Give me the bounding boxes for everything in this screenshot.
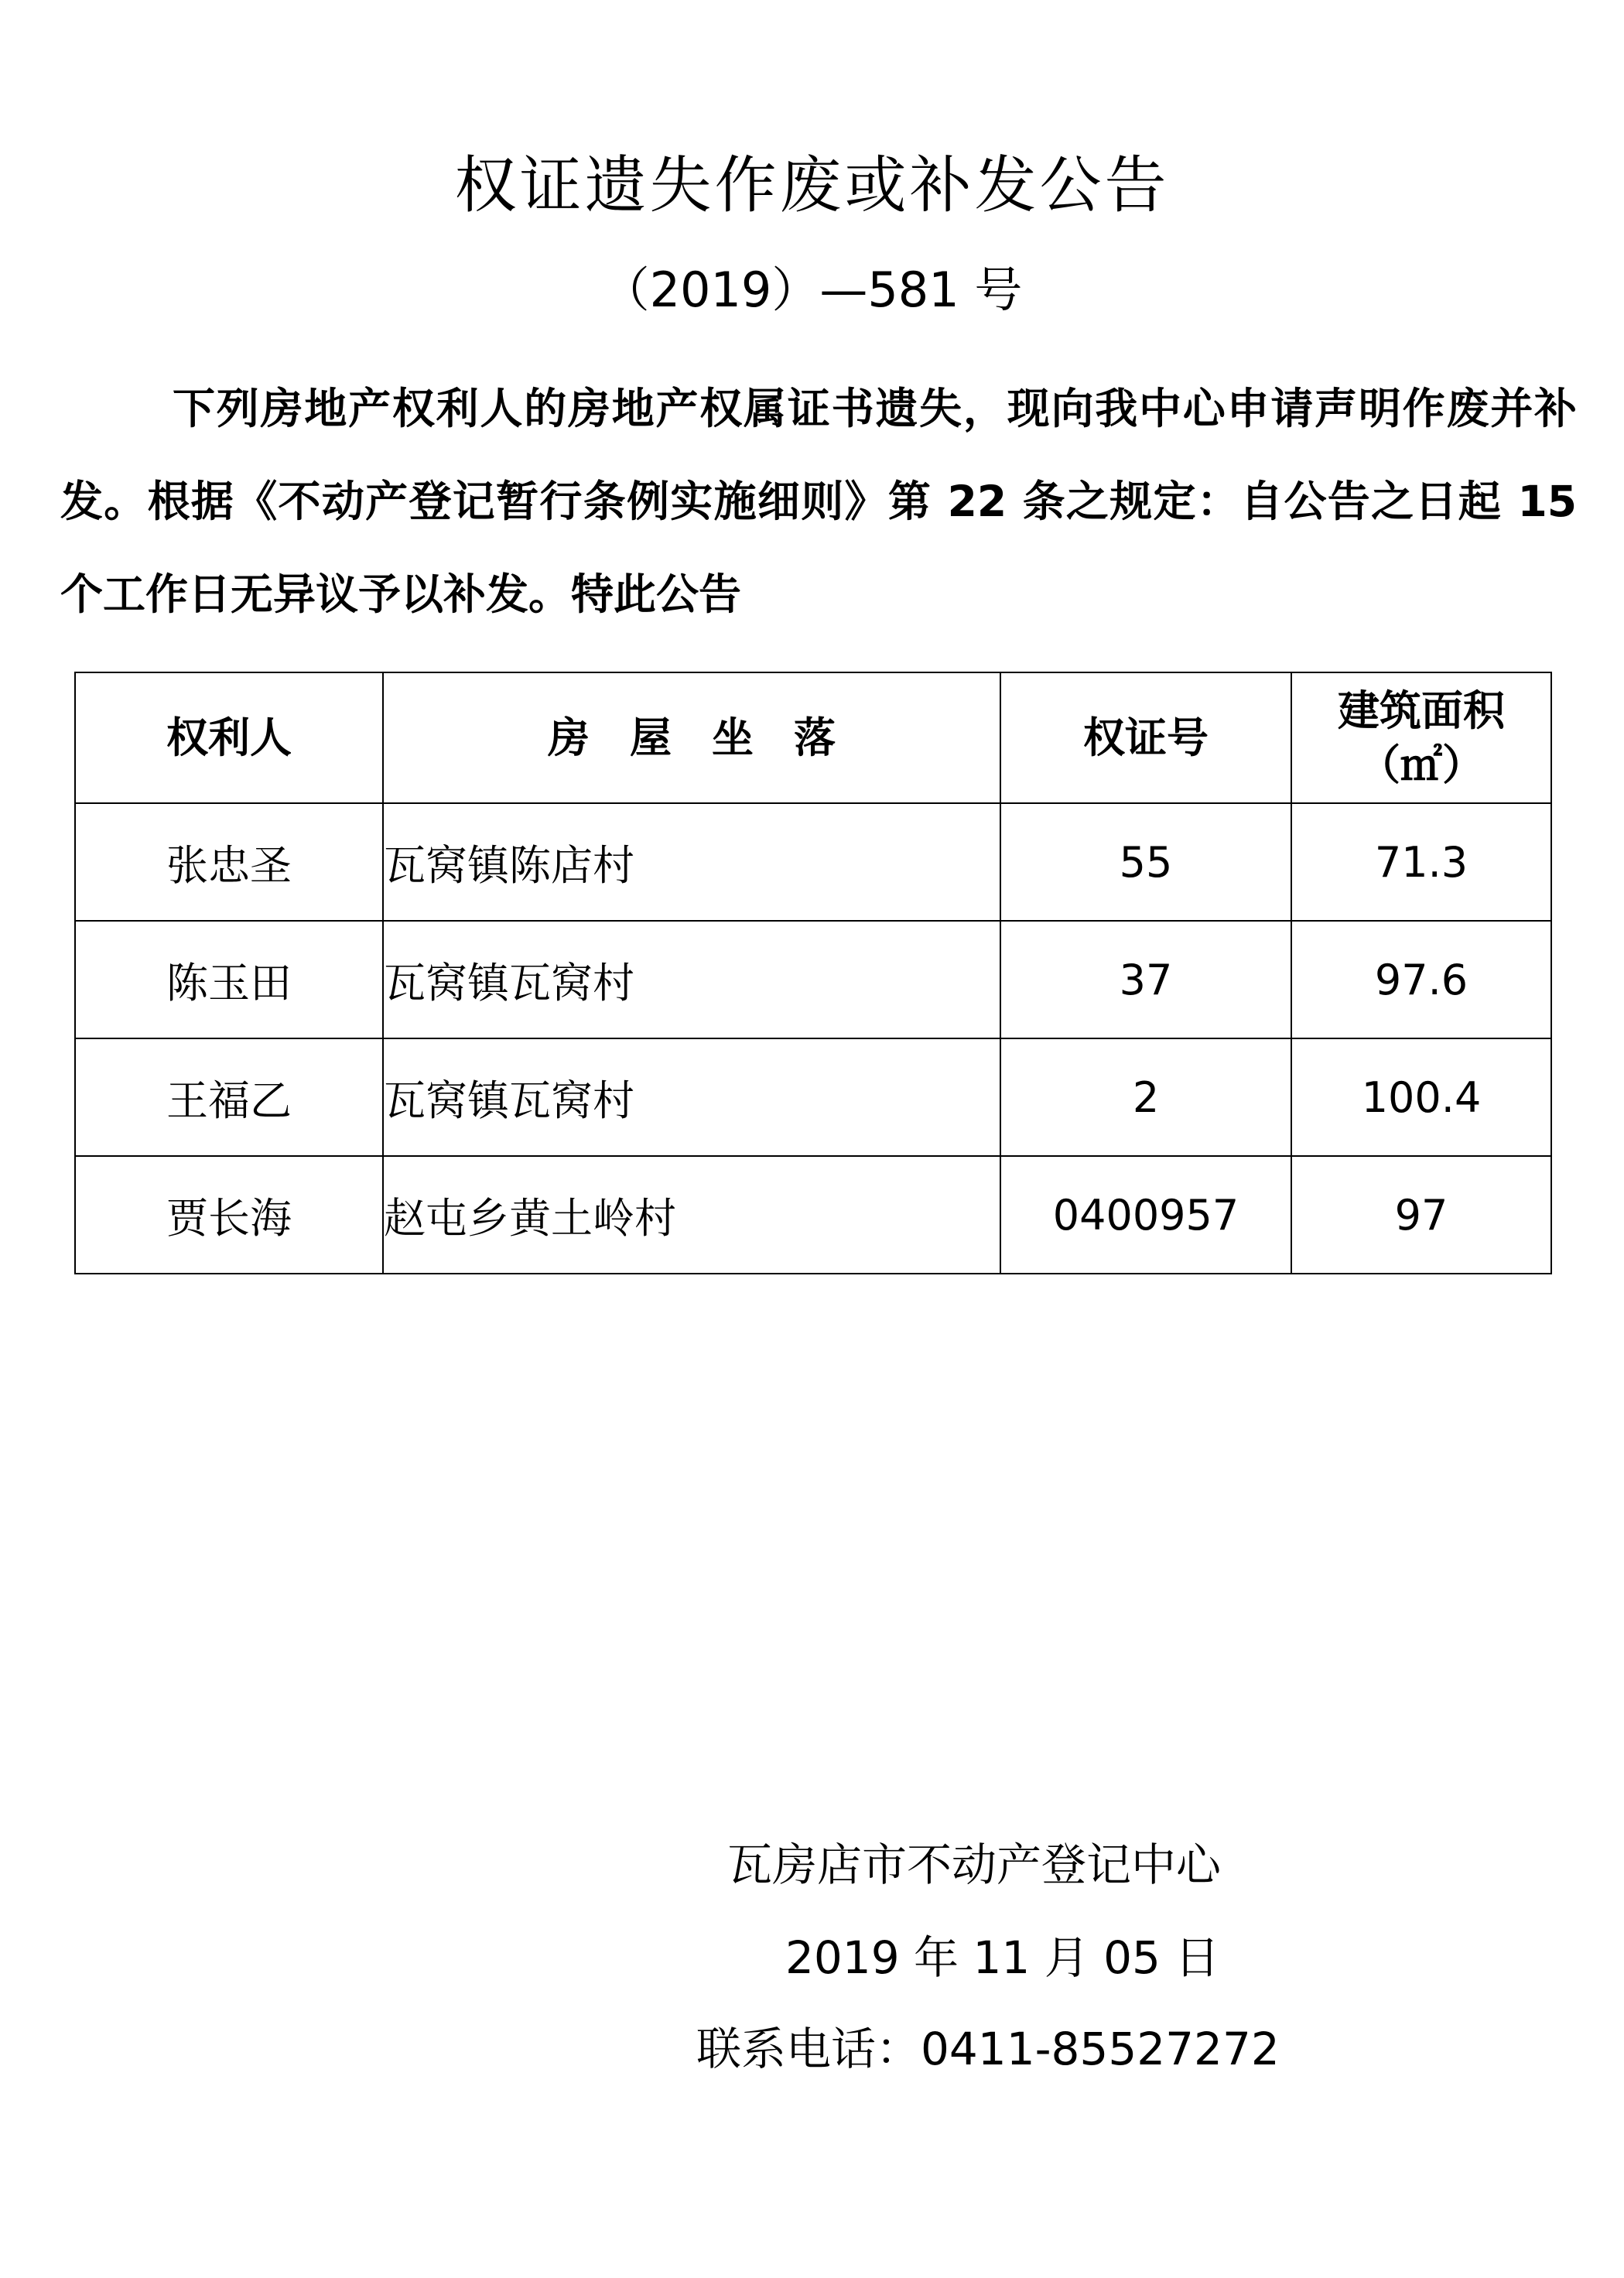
header-cert-no: 权证号 [1000, 672, 1291, 803]
header-location-label: 房屋坐落 [548, 713, 876, 762]
notice-number: （2019）—581 号 [601, 262, 1023, 318]
cell-cert-no: 55 [1000, 803, 1291, 921]
cell-location: 瓦窝镇瓦窝村 [383, 1038, 1000, 1156]
cell-holder: 贾长海 [75, 1156, 383, 1274]
cell-area: 97.6 [1291, 921, 1551, 1038]
cell-holder: 陈玉田 [75, 921, 383, 1038]
cell-location: 瓦窝镇瓦窝村 [383, 921, 1000, 1038]
cell-location: 赵屯乡黄土岭村 [383, 1156, 1000, 1274]
cell-area: 97 [1291, 1156, 1551, 1274]
table-row [75, 1038, 1551, 1156]
cell-location: 瓦窝镇陈店村 [383, 803, 1000, 921]
cell-area: 71.3 [1291, 803, 1551, 921]
table-row [75, 1156, 1551, 1274]
header-area-label: 建筑面积 [1338, 686, 1505, 735]
header-area [1291, 672, 1551, 803]
lost-certificate-table [74, 672, 1552, 1274]
contact-phone: 联系电话：0411-85527272 [696, 2023, 1280, 2075]
issuer-name: 瓦房店市不动产登记中心 [727, 1838, 1222, 1891]
table-row [75, 921, 1551, 1038]
table-header-row [75, 672, 1551, 803]
header-area-unit: （㎡） [1359, 740, 1484, 789]
cell-holder: 王福乙 [75, 1038, 383, 1156]
notice-body [60, 362, 1577, 641]
cell-cert-no: 0400957 [1000, 1156, 1291, 1274]
table-row [75, 803, 1551, 921]
cell-cert-no: 2 [1000, 1038, 1291, 1156]
cell-area: 100.4 [1291, 1038, 1551, 1156]
header-holder: 权利人 [75, 672, 383, 803]
notice-body-paragraph: 下列房地产权利人的房地产权属证书遗失，现向我中心申请声明作废并补发。根据《不动产登记暂行条例实施细则》第 22 条之规定：自公告之日起 15 个工作日无异议予以补发。特此公告 [60, 384, 1577, 619]
issue-date: 2019 年 11 月 05 日 [785, 1931, 1220, 1984]
notice-title: 权证遗失作废或补发公告 [454, 149, 1170, 221]
cell-holder: 张忠圣 [75, 803, 383, 921]
cell-cert-no: 37 [1000, 921, 1291, 1038]
header-location [383, 672, 1000, 803]
